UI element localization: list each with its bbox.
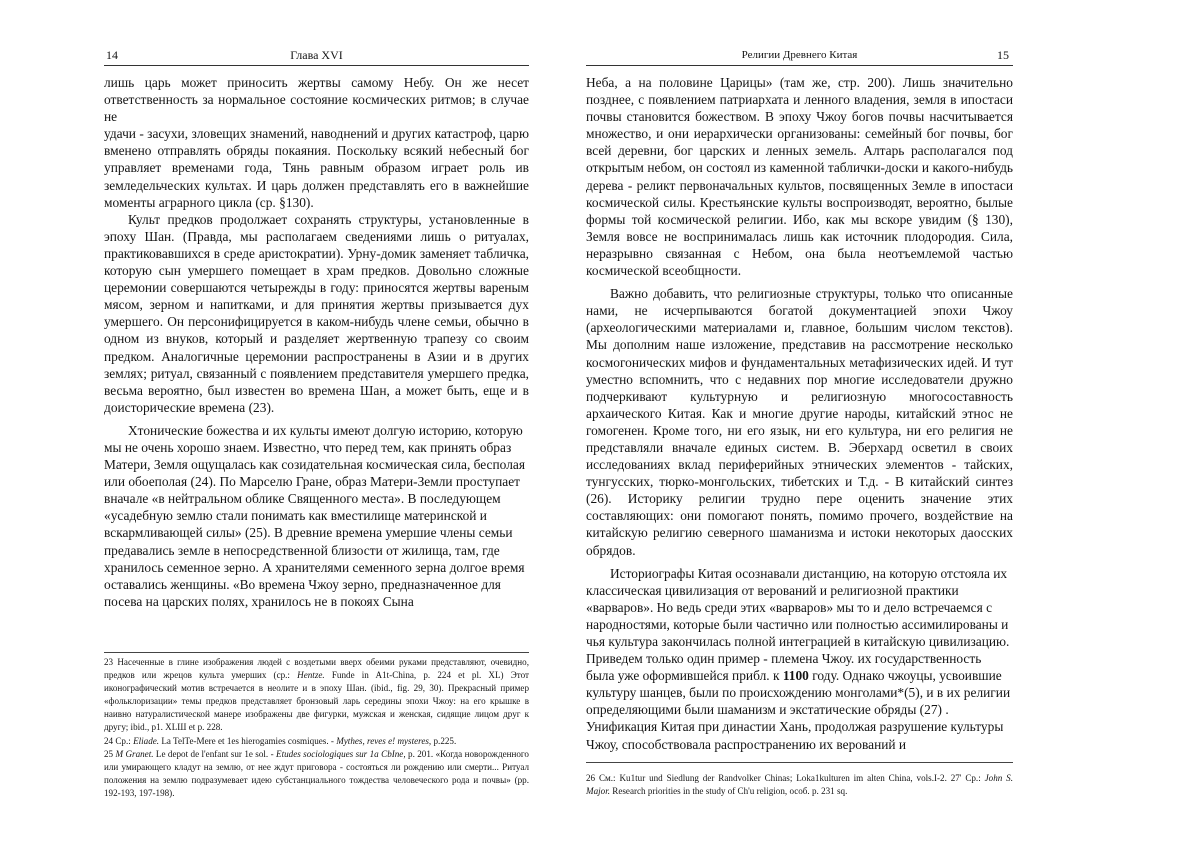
paragraph: лишь царь может приносить жертвы самому Небу. Он же несет ответственность за нормальное состояние космических ритмов; в случае не — [104, 75, 529, 125]
right-page — [586, 0, 1013, 848]
right-body-text — [586, 74, 1013, 753]
paragraph: Важно добавить, что религиозные структуры, только что описанные нами, не исчерпываются богатой документацией эпохи Чжоу (археологическими материалами и, главное, большим числом текстов). Мы дополним наше изложение, представив на рассмотрение несколько космогонических мифов и фундаментальных метафизических идей. И тут уместно вспомнить, что с недавних пор многие исследователи дружно подчеркивают культурную и религиозную многосоставность архаического Китая. Как и многие другие народы, китайский этнос не гомогенен. Кроме того, ни его язык, ни его культура, ни его религия не представляли вначале единых систем. В. Эберхард осветил в своих исследованиях вклад периферийных этнических элементов - тайских, тунгусских, тюрко-монгольских, тибетских и Т.д. - В китайский синтез (26). Историку религии трудно пере оценить значение этих составляющих: они помогают понять, помимо прочего, воздействие на китайскую религию северного шаманизма и истоки некоторых даосских обрядов. — [586, 286, 1013, 558]
right-footnotes — [586, 772, 1013, 798]
footnote-26-27: 26 См.: Ku1tur und Siedlung der Randvolker Chinas; Loka1kulturen im alten China, vols.I-2. 27' Ср.: John S. Major. Research priorities in the study of Ch'u religion, особ. р. 231 sq. — [586, 773, 1013, 797]
paragraph: Культ предков продолжает сохранять структуры, установленные в эпоху Шан. (Правда, мы располагаем сведениями лишь о ритуалах, практиковавшихся в среде аристократии). Урну-домик заменяет табличка, которую сын умершего помещает в храм предков. Довольно сложные церемонии совершаются четырежды в году: приносятся жертвы вареным мясом, зерном и напитками, и для принятия жертвы призывается дух умершего. Он персонифицируется в каком-нибудь члене семьи, обычно в одном из внуков, который и разделяет жертвенную трапезу со своим предком. Аналогичные церемонии распространены в Азии и в других землях; ритуал, связанный с появлением представителя умершего предка, весьма вероятно, был известен во времена Шан, а может быть, еще и в доисторические времена (23). — [104, 211, 529, 415]
left-body-text — [104, 74, 529, 610]
footnote-25: 25 M Granet. Le depot de l'enfant sur 1e sol. - Etudes sociologiques sur 1a CbIne, p. 201. «Когда новорожденного или умирающего кладут на землю, от нее ждут приговора - состояться ли рождению или смерти... Ритуал положения на землю подразумевает идею субстанциального тождества человеческого рода и почвы» (pp. 192-193, 197-198). — [104, 748, 529, 798]
footnote-24: 24 Ср.: Eliade. La TelTe-Mere et 1es hierogamies cosmiques. - Mythes, reves e! mysteres, p.225. — [104, 735, 457, 746]
left-footnote-rule — [104, 652, 529, 653]
right-header-rule — [586, 65, 1013, 66]
right-page-header — [586, 48, 1013, 64]
year-emphasis: 1100 — [782, 668, 809, 684]
paragraph: Хтонические божества и их культы имеют долгую историю, которую мы не очень хорошо знаем. Известно, что перед тем, как принять образ Матери, Земля ощущалась как созидательная космическая сила, бесполая или обоеполая (24). По Марселю Гране, образ Матери-Земли проступает вначале «в нейтральном облике Священного места». В последующем «усадебную землю стали понимать как вместилище материнской и вскармливающей силы» (25). В древние времена умершие члены семьи предавались земле в непосредственной близости от жилища, там, где хранилось семенное зерно. А хранителями семенного зерна долгое время оставались женщины. «Во времена Чжоу зерно, предназначенное для посева на царских полях, хранилось не в покоях Сына — [104, 422, 525, 609]
paragraph: Неба, а на половине Царицы» (там же, стр. 200). Лишь значительно позднее, с появлением патриархата и ленного владения, земля в ипостаси почвы становится божеством. В эпоху Чжоу богов почвы насчитывается множество, и они иерархически организованы: семейный бог почвы, бог всей деревни, бог царских и ленных земель. Алтарь располагался под открытым небом, он состоял из каменной таблички-доски и какого-нибудь дерева - реликт первоначальных культов, посвященных Земле в ипостаси космической силы. Крестьянские культы воспроизводят, вероятно, былые формы той космической религии. Ибо, как мы вскоре увидим (§ 130), Земля вовсе не воспринималась лишь как источник плодородия. Сила, неразрывно связанная с Небом, она была неотъемлемой частью космической всеобщности. — [586, 75, 1013, 279]
left-page-number: 14 — [106, 48, 118, 62]
left-header-rule — [104, 65, 529, 66]
right-running-title: Религии Древнего Китая — [741, 49, 858, 61]
left-footnotes — [104, 656, 529, 800]
paragraph: удачи - засухи, зловещих знамений, наводнений и других катастроф, царю вменено отправлять обряды покаяния. Поскольку всякий небесный бог управляет временами года, Тянь равным образом играет роль ив земледельческих культах. И царь должен представлять его в важнейшие моменты аграрного цикла (ср. §130). — [104, 126, 529, 210]
left-running-title: Глава XVI — [290, 48, 343, 62]
paragraph: Историографы Китая осознавали дистанцию, на которую отстояла их классическая цивилизация от верований и религиозной практики «варваров». Но ведь среди этих «варваров» мы то и дело встречаемся с народностями, которые были частично или полностью ассимилированы и чья культура закончилась полной интеграцией в китайскую цивилизацию. Приведем только один пример - племена Чжоу. их государственность была уже оформившейся прибл. к 1100 году. Однако чжоуцы, усвоившие культуру шанцев, были по происхождению монголами*(5), и в их религии определяющими были шаманизм и экстатические обряды (27) . Унификация Китая при династии Хань, продолжая разрушение культуры Чжоу, способствовала распространению их верований и — [586, 565, 1011, 752]
footnote-23: 23 Насеченные в глине изображения людей с воздетыми вверх обеими руками представляют, очевидно, предков или жрецов культа умерших (ср.: Hentze. Funde in A1t-China, p. 224 et pl. XL) Этот иконографический мотив встречается в неолите и в эпоху Шан. (ibid., fig. 29, 30). Прекрасный пример «фольклоризации» темы предков представляет бронзовый ларь середины эпохи Чжоу: на его крышке в наивно натуралистической манере изображены две фигурки, мужская и женская, сидящие лицом друг к другу; ibid., p1. XLШ et p. 228. — [104, 657, 530, 733]
right-page-number: 15 — [997, 48, 1009, 62]
left-page — [104, 0, 529, 848]
left-page-header — [104, 48, 529, 64]
right-footnote-rule — [586, 762, 1013, 763]
